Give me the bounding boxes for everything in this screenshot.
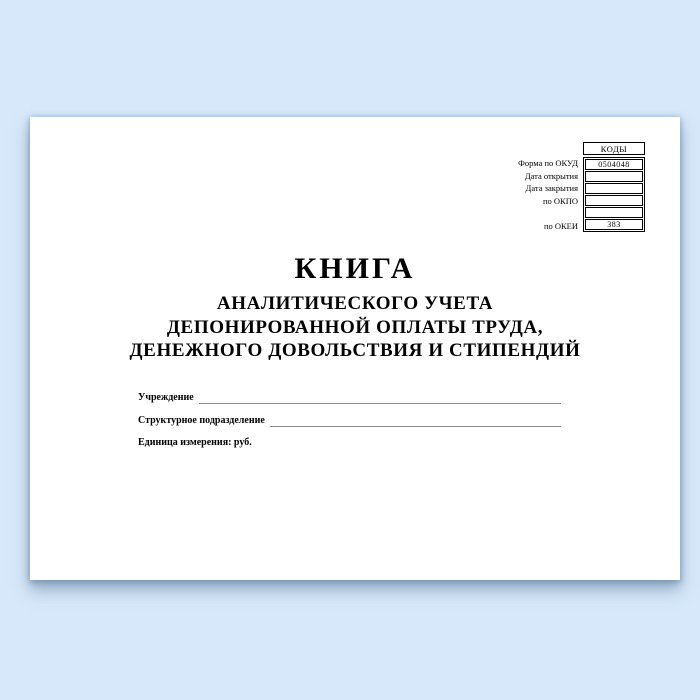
field-institution-blank-line [199,392,561,404]
document-subtitle-line-2: ДЕПОНИРОВАННОЙ ОПЛАТЫ ТРУДА, [166,316,544,338]
codes-table-body [583,157,645,232]
codes-table-header-cell: КОДЫ [583,142,645,155]
document-cover-page [30,117,680,580]
codes-cell-open-date-value [585,171,643,182]
codes-label-forma-okud: Форма по ОКУД [518,158,578,168]
codes-table-labels [518,142,583,233]
field-measurement-unit [138,436,561,449]
codes-label-data-zakrytiya: Дата закрытия [525,183,578,194]
requisite-fields [138,391,561,459]
field-institution-label: Учреждение [138,392,194,403]
okud-codes-table [518,142,645,233]
document-subtitle-line-1: АНАЛИТИЧЕСКОГО УЧЕТА [216,293,494,314]
document-subtitle-line-3: ДЕНЕЖНОГО ДОВОЛЬСТВИЯ И СТИПЕНДИЙ [129,340,581,361]
field-measurement-unit-label: Единица измерения: руб. [138,437,252,448]
field-structural-unit-label: Структурное подразделение [138,414,265,426]
codes-cell-close-date-value [585,183,643,194]
field-institution [138,391,561,404]
codes-table-boxes [583,142,645,232]
document-title-block [30,254,680,363]
document-title: КНИГА [294,252,416,285]
codes-label-okpo: по ОКПО [542,195,578,206]
codes-cell-okud-value: 0504048 [585,159,643,170]
codes-label-okei: по ОКЕИ [543,220,578,231]
codes-cell-extra-value [585,207,643,218]
field-structural-unit [138,414,561,427]
codes-label-data-otkrytiya: Дата открытия [524,170,578,181]
field-structural-unit-blank-line [270,415,561,427]
codes-cell-okei-value: 383 [585,219,643,230]
codes-cell-okpo-value [585,195,643,206]
